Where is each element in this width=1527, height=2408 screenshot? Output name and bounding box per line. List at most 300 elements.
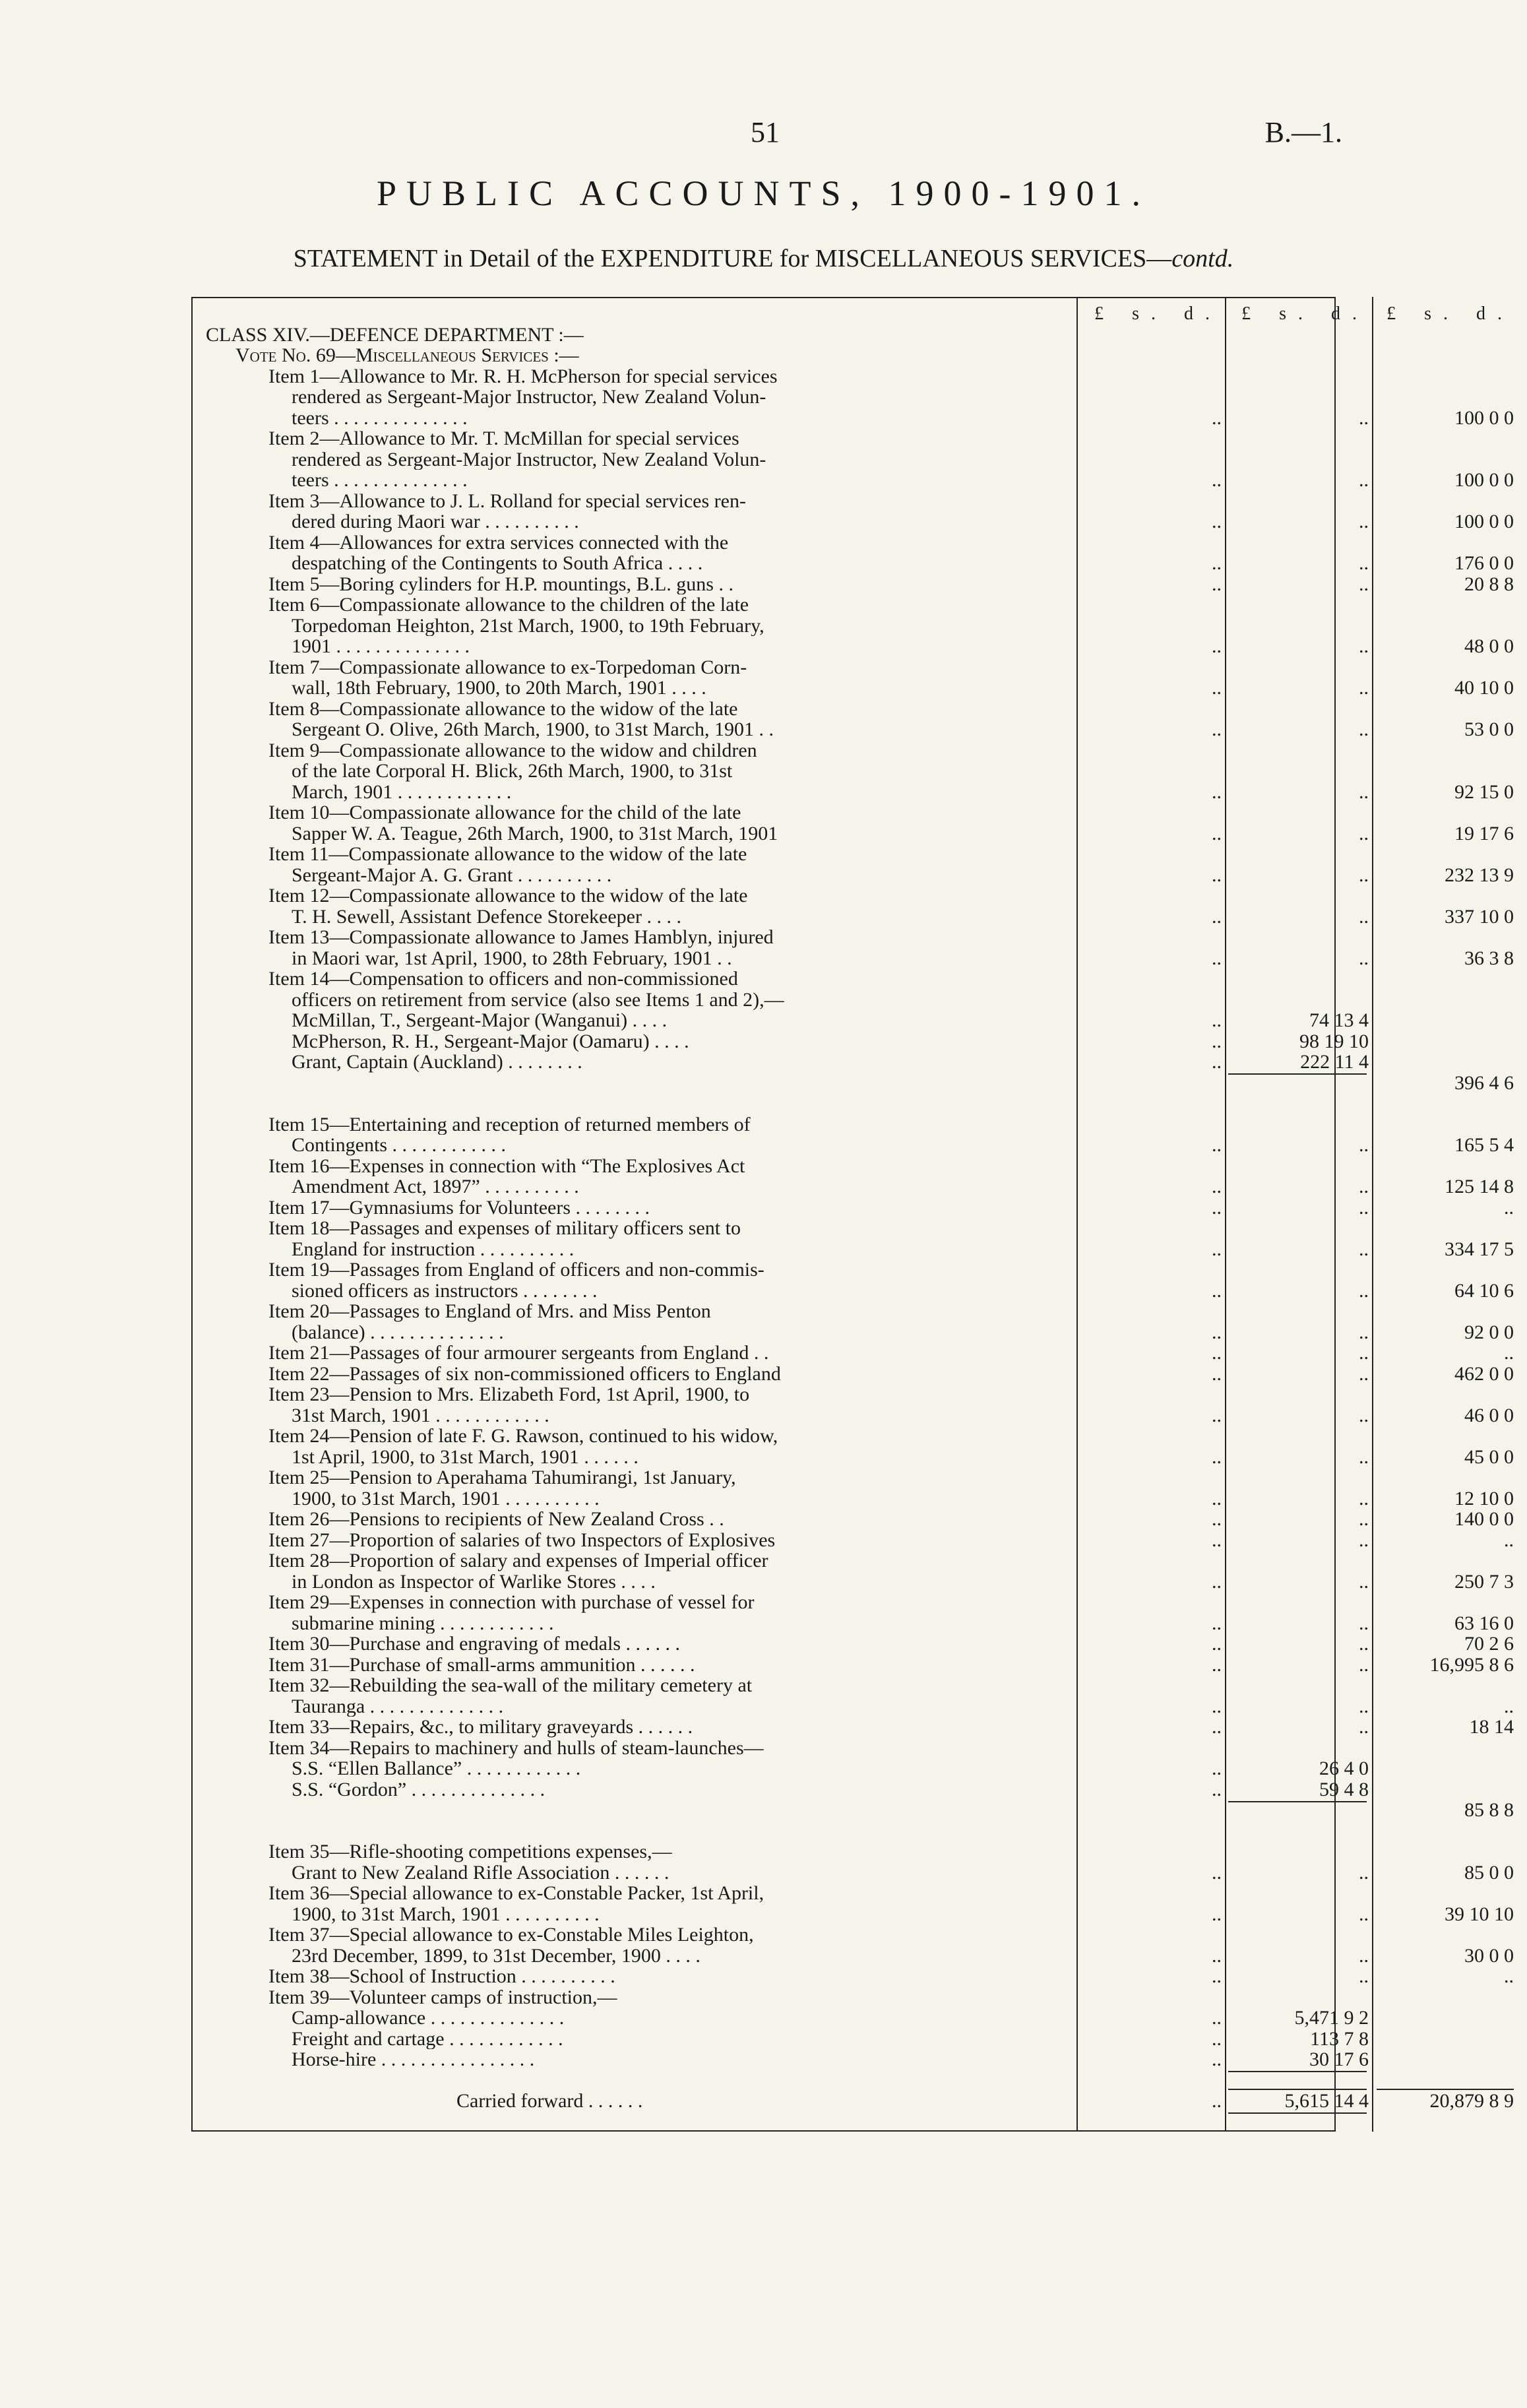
row-amount-c2: .. <box>1359 1944 1369 1967</box>
row-amount-c2: .. <box>1359 1321 1369 1343</box>
row-description: Item 11—Compassionate allowance to the widow of the late <box>268 844 747 865</box>
table-row <box>191 1279 1514 1302</box>
row-description: Item 3—Allowance to J. L. Rolland for special services ren- <box>268 490 746 511</box>
row-description: CLASS XIV.—DEFENCE DEPARTMENT :— <box>206 324 584 345</box>
row-amount-c1: .. <box>1212 822 1222 844</box>
row-amount-c2: .. <box>1359 1238 1369 1260</box>
row-description: Contingents . . . . . . . . . . . . <box>292 1135 507 1156</box>
table-row <box>191 1114 1336 1135</box>
document-subtitle <box>0 244 1527 273</box>
row-description: Item 16—Expenses in connection with “The Explosives Act <box>268 1155 745 1176</box>
row-amount-c3: 40 10 0 <box>1454 677 1514 699</box>
table-row <box>191 635 1514 657</box>
table-row <box>191 657 1336 678</box>
row-description: (balance) . . . . . . . . . . . . . . <box>292 1321 504 1343</box>
row-amount-c3: 20,879 8 9 <box>1429 2090 1514 2112</box>
row-description: England for instruction . . . . . . . . . . <box>292 1238 575 1259</box>
row-amount-c1: .. <box>1212 635 1222 657</box>
row-description: Vote No. 69—Miscellaneous Services :— <box>235 345 579 366</box>
row-amount-c1: .. <box>1212 469 1222 491</box>
subtitle-text: STATEMENT in Detail of the EXPENDITURE for MISCELLANEOUS SERVICES— <box>293 245 1172 272</box>
row-description: Item 8—Compassionate allowance to the widow of the late <box>268 698 738 719</box>
row-amount-c2: .. <box>1359 1445 1369 1468</box>
total-rule-top <box>1228 2089 1367 2090</box>
table-row <box>191 573 1514 595</box>
total-rule-top <box>1377 2089 1514 2090</box>
table-row <box>191 1301 1336 1322</box>
row-amount-c3: 396 4 6 <box>1454 1071 1514 1094</box>
table-row <box>191 345 1336 366</box>
table-row <box>191 511 1514 532</box>
row-description: S.S. “Gordon” . . . . . . . . . . . . . . <box>292 1779 545 1800</box>
table-row <box>191 1738 1336 1759</box>
row-amount-c3: 20 8 8 <box>1464 573 1514 595</box>
table-row <box>191 780 1514 803</box>
row-description: Item 29—Expenses in connection with purchase of vessel for <box>268 1592 755 1613</box>
row-amount-c1: .. <box>1212 1653 1222 1676</box>
row-amount-c2: .. <box>1359 864 1369 886</box>
table-row <box>191 1633 1514 1655</box>
row-description: in London as Inspector of Warlike Stores . . . . <box>292 1571 656 1592</box>
table-row <box>191 1093 1336 1114</box>
row-description: 1900, to 31st March, 1901 . . . . . . . . . . <box>292 1903 600 1924</box>
row-amount-c3: 12 10 0 <box>1454 1487 1514 1509</box>
table-row <box>191 1508 1514 1530</box>
row-description: Sapper W. A. Teague, 26th March, 1900, to 31st March, 1901 <box>292 823 778 844</box>
table-body <box>191 303 1514 2112</box>
row-description: Item 9—Compassionate allowance to the widow and children <box>268 740 757 761</box>
row-amount-c1: .. <box>1212 1529 1222 1551</box>
row-amount-c2: .. <box>1359 1176 1369 1197</box>
table-row <box>191 1404 1514 1426</box>
table-row <box>191 1944 1514 1967</box>
row-amount-c2: .. <box>1359 635 1369 657</box>
page-code: B.—1. <box>1264 116 1342 148</box>
row-amount-c3: 334 17 5 <box>1445 1238 1514 1260</box>
row-description: Item 31—Purchase of small-arms ammunition . . . . . . <box>268 1654 695 1675</box>
row-description: Item 25—Pension to Aperahama Tahumirangi, 1st January, <box>268 1467 736 1488</box>
row-amount-c2: .. <box>1359 406 1369 429</box>
row-amount-c1: .. <box>1212 1695 1222 1717</box>
row-amount-c3: 63 16 0 <box>1454 1612 1514 1634</box>
row-amount-c3: 48 0 0 <box>1464 635 1514 657</box>
row-amount-c3: 85 0 0 <box>1464 1861 1514 1884</box>
row-description: wall, 18th February, 1900, to 20th March, 1901 . . . . <box>292 678 706 699</box>
row-amount-c3: .. <box>1504 1196 1514 1219</box>
row-amount-c2: 222 11 4 <box>1300 1051 1369 1073</box>
table-row <box>191 532 1336 554</box>
table-row <box>191 1196 1514 1219</box>
row-amount-c1: .. <box>1212 1758 1222 1779</box>
row-amount-c2: .. <box>1359 469 1369 491</box>
table-row <box>191 1592 1336 1613</box>
row-description: Item 4—Allowances for extra services connected with the <box>268 532 729 553</box>
table-row <box>191 1176 1514 1197</box>
row-description: Item 13—Compassionate allowance to James Hamblyn, injured <box>268 927 774 948</box>
row-description: Item 21—Passages of four armourer sergeants from England . . <box>268 1343 769 1364</box>
row-description: McPherson, R. H., Sergeant-Major (Oamaru) . . . . <box>292 1030 689 1052</box>
subtotal-rule <box>1228 2112 1367 2114</box>
row-amount-c2: .. <box>1359 1362 1369 1385</box>
table-row <box>191 1924 1336 1946</box>
row-amount-c2: .. <box>1359 1279 1369 1302</box>
table-row <box>191 885 1336 906</box>
table-row <box>191 1861 1514 1884</box>
row-amount-c2: .. <box>1359 511 1369 532</box>
row-description: Tauranga . . . . . . . . . . . . . . <box>292 1695 504 1717</box>
table-row <box>191 1675 1336 1696</box>
row-amount-c3: 337 10 0 <box>1445 905 1514 928</box>
table-row <box>191 1218 1336 1239</box>
row-description: rendered as Sergeant-Major Instructor, New Zealand Volun- <box>292 387 766 408</box>
row-amount-c1: .. <box>1212 1321 1222 1343</box>
table-row <box>191 718 1514 740</box>
row-description: Item 20—Passages to England of Mrs. and Miss Penton <box>268 1301 711 1322</box>
row-description: Item 17—Gymnasiums for Volunteers . . . . . . . . <box>268 1197 650 1218</box>
row-description: Item 12—Compassionate allowance to the widow of the late <box>268 885 748 906</box>
row-description: Camp-allowance . . . . . . . . . . . . . . <box>292 2008 565 2029</box>
table-row <box>191 1716 1514 1738</box>
row-amount-c3: 140 0 0 <box>1454 1508 1514 1530</box>
row-amount-c1: .. <box>1212 1903 1222 1925</box>
table-row <box>191 864 1514 886</box>
table-row <box>191 1529 1514 1551</box>
row-amount-c2: .. <box>1359 1716 1369 1738</box>
row-amount-c1: .. <box>1212 1279 1222 1302</box>
row-description: Item 30—Purchase and engraving of medals . . . . . . <box>268 1633 681 1655</box>
row-amount-c1: .. <box>1212 1944 1222 1967</box>
table-row <box>191 1883 1336 1904</box>
row-description: Carried forward . . . . . . <box>456 2091 643 2112</box>
row-amount-c2: 30 17 6 <box>1309 2048 1369 2070</box>
row-amount-c2: 74 13 4 <box>1309 1009 1369 1031</box>
row-amount-c2: .. <box>1359 1965 1369 1987</box>
row-amount-c2: .. <box>1359 1612 1369 1634</box>
row-amount-c1: .. <box>1212 1965 1222 1987</box>
table-row <box>191 1841 1336 1862</box>
row-description: in Maori war, 1st April, 1900, to 28th February, 1901 . . <box>292 947 732 968</box>
row-description: submarine mining . . . . . . . . . . . . <box>292 1612 554 1633</box>
row-description: Item 39—Volunteer camps of instruction,— <box>268 1986 617 2008</box>
row-description: Amendment Act, 1897” . . . . . . . . . . <box>292 1176 579 1197</box>
row-amount-c1: .. <box>1212 1051 1222 1073</box>
row-amount-c3: 45 0 0 <box>1464 1445 1514 1468</box>
row-amount-c1: .. <box>1212 1445 1222 1468</box>
row-description: Item 22—Passages of six non-commissioned officers to England <box>268 1363 781 1384</box>
row-amount-c2: .. <box>1359 1861 1369 1884</box>
row-description: Item 26—Pensions to recipients of New Zealand Cross . . <box>268 1509 724 1530</box>
row-description: Item 15—Entertaining and reception of returned members of <box>268 1114 751 1135</box>
row-description: 1901 . . . . . . . . . . . . . . <box>292 636 470 657</box>
row-description: Item 24—Pension of late F. G. Rawson, continued to his widow, <box>268 1426 778 1447</box>
row-amount-c2: .. <box>1359 780 1369 803</box>
table-row <box>191 1384 1336 1405</box>
row-amount-c2: 5,471 9 2 <box>1294 2007 1369 2029</box>
row-amount-c1: .. <box>1212 1716 1222 1738</box>
row-amount-c2: .. <box>1359 1134 1369 1156</box>
table-row <box>191 428 1336 449</box>
row-description: teers . . . . . . . . . . . . . . <box>292 407 468 428</box>
row-amount-c1: .. <box>1212 1176 1222 1197</box>
table-row <box>191 1821 1336 1842</box>
row-description: dered during Maori war . . . . . . . . . . <box>292 511 579 532</box>
row-amount-c1: .. <box>1212 1404 1222 1426</box>
table-row <box>191 2048 1369 2070</box>
row-amount-c2: .. <box>1359 1342 1369 1364</box>
row-amount-c1: .. <box>1212 1030 1222 1052</box>
table-row <box>191 761 1336 782</box>
table-row <box>191 2070 1336 2091</box>
row-amount-c3: 165 5 4 <box>1454 1134 1514 1156</box>
row-amount-c1: .. <box>1212 947 1222 969</box>
row-description: officers on retirement from service (also see Items 1 and 2),— <box>292 989 784 1010</box>
row-description: Item 23—Pension to Mrs. Elizabeth Ford, 1st April, 1900, to <box>268 1384 750 1405</box>
row-description: Item 33—Repairs, &c., to military graveyards . . . . . . <box>268 1717 693 1738</box>
row-description: Item 18—Passages and expenses of military officers sent to <box>268 1218 741 1239</box>
table-row <box>191 1778 1369 1800</box>
table-row <box>191 1653 1514 1676</box>
table-row <box>191 905 1514 928</box>
row-amount-c2: .. <box>1359 677 1369 699</box>
row-amount-c3: 64 10 6 <box>1454 1279 1514 1302</box>
table-row <box>191 325 1336 346</box>
column-header-row <box>191 303 1514 325</box>
table-row <box>191 1799 1514 1821</box>
page-number: 51 <box>751 116 780 148</box>
table-row <box>191 1259 1336 1281</box>
row-amount-c3: 232 13 9 <box>1445 864 1514 886</box>
row-amount-c1: .. <box>1212 573 1222 595</box>
table-row <box>191 802 1336 823</box>
row-amount-c3: 100 0 0 <box>1454 469 1514 491</box>
row-amount-c3: 53 0 0 <box>1464 718 1514 740</box>
table-row <box>191 822 1514 844</box>
table-row <box>191 1965 1514 1987</box>
row-amount-c3: 176 0 0 <box>1454 552 1514 574</box>
row-amount-c3: 46 0 0 <box>1464 1404 1514 1426</box>
row-amount-c1: .. <box>1212 1196 1222 1219</box>
row-amount-c3: 70 2 6 <box>1464 1633 1514 1655</box>
table-row <box>191 1758 1369 1779</box>
table-row <box>191 947 1514 969</box>
row-amount-c2: .. <box>1359 552 1369 574</box>
row-description: Grant to New Zealand Rifle Association . . . . . . <box>292 1862 670 1883</box>
row-description: Freight and cartage . . . . . . . . . . . . <box>292 2028 563 2049</box>
row-amount-c1: .. <box>1212 1009 1222 1031</box>
row-amount-c2: 5,615 14 4 <box>1284 2090 1369 2112</box>
row-description: Item 27—Proportion of salaries of two Inspectors of Explosives <box>268 1529 776 1550</box>
row-amount-c3: 100 0 0 <box>1454 511 1514 532</box>
row-amount-c3: 125 14 8 <box>1445 1176 1514 1197</box>
row-amount-c1: .. <box>1212 677 1222 699</box>
row-amount-c1: .. <box>1212 1633 1222 1655</box>
table-row <box>191 1238 1514 1260</box>
table-row <box>191 1009 1369 1031</box>
table-row <box>191 1342 1514 1364</box>
table-row <box>191 2027 1369 2050</box>
row-amount-c2: .. <box>1359 1196 1369 1219</box>
table-row <box>191 1445 1514 1468</box>
row-description: Item 5—Boring cylinders for H.P. mountings, B.L. guns . . <box>268 573 733 594</box>
table-row <box>191 699 1336 720</box>
row-amount-c2: 26 4 0 <box>1319 1758 1369 1779</box>
row-amount-c1: .. <box>1212 1508 1222 1530</box>
row-amount-c2: .. <box>1359 1529 1369 1551</box>
table-row <box>191 968 1336 990</box>
row-amount-c3: 30 0 0 <box>1464 1944 1514 1967</box>
row-amount-c1: .. <box>1212 1134 1222 1156</box>
table-row <box>191 491 1336 512</box>
row-amount-c3: 100 0 0 <box>1454 406 1514 429</box>
row-amount-c2: 98 19 10 <box>1299 1030 1369 1052</box>
row-amount-c1: .. <box>1212 1238 1222 1260</box>
row-description: S.S. “Ellen Ballance” . . . . . . . . . . . . <box>292 1758 581 1779</box>
table-row <box>191 449 1336 470</box>
row-description: 1st April, 1900, to 31st March, 1901 . . . . . . <box>292 1446 639 1467</box>
table-row <box>191 406 1514 429</box>
table-row <box>191 1156 1336 1177</box>
row-amount-c1: .. <box>1212 905 1222 928</box>
row-amount-c2: .. <box>1359 822 1369 844</box>
row-description: Horse-hire . . . . . . . . . . . . . . . . <box>292 2049 535 2070</box>
row-amount-c1: .. <box>1212 1342 1222 1364</box>
table-row <box>191 1987 1336 2008</box>
row-description: Item 1—Allowance to Mr. R. H. McPherson for special services <box>268 365 778 387</box>
table-row <box>191 2007 1369 2029</box>
row-amount-c1: .. <box>1212 2027 1222 2050</box>
row-amount-c3: 39 10 10 <box>1445 1903 1514 1925</box>
row-description: Item 38—School of Instruction . . . . . . . . . . <box>268 1966 615 1987</box>
row-amount-c2: .. <box>1359 1508 1369 1530</box>
table-row <box>191 1487 1514 1509</box>
row-amount-c3: 250 7 3 <box>1454 1570 1514 1593</box>
table-row <box>191 387 1336 408</box>
row-description: McMillan, T., Sergeant-Major (Wanganui) . . . . <box>292 1010 668 1031</box>
table-row <box>191 677 1514 699</box>
row-amount-c1: .. <box>1212 406 1222 429</box>
column-header-2: £ s. d. <box>1241 303 1369 324</box>
row-amount-c3: .. <box>1504 1965 1514 1987</box>
row-description: Item 10—Compassionate allowance for the child of the late <box>268 802 741 823</box>
row-description: Item 14—Compensation to officers and non-commissioned <box>268 968 738 990</box>
row-amount-c1: .. <box>1212 552 1222 574</box>
table-row <box>191 844 1336 865</box>
document-title: PUBLIC ACCOUNTS, 1900-1901. <box>376 174 1151 213</box>
row-amount-c3: 19 17 6 <box>1454 822 1514 844</box>
row-amount-c1: .. <box>1212 2007 1222 2029</box>
table-row <box>191 1134 1514 1156</box>
row-amount-c2: .. <box>1359 1487 1369 1509</box>
table-row <box>191 740 1336 761</box>
row-amount-c2: .. <box>1359 1653 1369 1676</box>
table-row <box>191 927 1336 948</box>
subtitle-contd: contd. <box>1171 245 1234 272</box>
row-description: Item 7—Compassionate allowance to ex-Torpedoman Corn- <box>268 656 747 678</box>
row-amount-c3: 462 0 0 <box>1454 1362 1514 1385</box>
row-amount-c1: .. <box>1212 1778 1222 1800</box>
row-description: Item 37—Special allowance to ex-Constable Miles Leighton, <box>268 1924 754 1946</box>
row-amount-c1: .. <box>1212 2090 1222 2112</box>
row-description: rendered as Sergeant-Major Instructor, New Zealand Volun- <box>292 449 766 470</box>
row-description: teers . . . . . . . . . . . . . . <box>292 470 468 491</box>
row-description: of the late Corporal H. Blick, 26th March, 1900, to 31st <box>292 761 733 782</box>
row-amount-c1: .. <box>1212 1487 1222 1509</box>
row-description: sioned officers as instructors . . . . . . . . <box>292 1280 598 1301</box>
row-description: Item 28—Proportion of salary and expenses of Imperial officer <box>268 1550 768 1571</box>
row-description: Torpedoman Heighton, 21st March, 1900, to 19th February, <box>292 615 764 636</box>
row-description: Item 36—Special allowance to ex-Constable Packer, 1st April, <box>268 1883 764 1904</box>
table-row <box>191 1695 1514 1717</box>
row-amount-c1: .. <box>1212 718 1222 740</box>
row-amount-c2: .. <box>1359 1404 1369 1426</box>
row-amount-c1: .. <box>1212 2048 1222 2070</box>
table-row <box>191 366 1336 387</box>
row-description: 31st March, 1901 . . . . . . . . . . . . <box>292 1405 549 1426</box>
row-amount-c3: 85 8 8 <box>1464 1799 1514 1821</box>
row-amount-c3: .. <box>1504 1342 1514 1364</box>
row-amount-c1: .. <box>1212 511 1222 532</box>
table-row <box>191 1321 1514 1343</box>
row-description: Sergeant-Major A. G. Grant . . . . . . . . . . <box>292 864 612 885</box>
row-amount-c1: .. <box>1212 864 1222 886</box>
table-row <box>191 2090 1514 2112</box>
row-description: 23rd December, 1899, to 31st December, 1900 . . . . <box>292 1945 701 1966</box>
column-header-1: £ s. d. <box>1094 303 1222 324</box>
row-amount-c2: .. <box>1359 1633 1369 1655</box>
row-description: Item 32—Rebuilding the sea-wall of the military cemetery at <box>268 1675 753 1696</box>
table-row <box>191 469 1514 491</box>
row-amount-c3: 92 15 0 <box>1454 780 1514 803</box>
row-amount-c3: .. <box>1504 1529 1514 1551</box>
row-amount-c1: .. <box>1212 1570 1222 1593</box>
table-row <box>191 552 1514 574</box>
row-description: Sergeant O. Olive, 26th March, 1900, to 31st March, 1901 . . <box>292 719 774 740</box>
column-header-3: £ s. d. <box>1387 303 1514 324</box>
row-amount-c2: .. <box>1359 1695 1369 1717</box>
table-row <box>191 1426 1336 1447</box>
row-amount-c3: 16,995 8 6 <box>1429 1653 1514 1676</box>
row-amount-c3: 18 14 <box>1469 1716 1514 1738</box>
row-description: Grant, Captain (Auckland) . . . . . . . . <box>292 1052 582 1073</box>
row-amount-c2: .. <box>1359 573 1369 595</box>
table-row <box>191 1570 1514 1593</box>
row-amount-c1: .. <box>1212 1362 1222 1385</box>
row-description: Item 34—Repairs to machinery and hulls of steam-launches— <box>268 1737 764 1758</box>
table-row <box>191 1467 1336 1488</box>
row-description: despatching of the Contingents to South Africa . . . . <box>292 553 703 574</box>
row-description: March, 1901 . . . . . . . . . . . . <box>292 781 512 802</box>
row-amount-c2: .. <box>1359 947 1369 969</box>
row-amount-c3: 36 3 8 <box>1464 947 1514 969</box>
table-row <box>191 990 1336 1011</box>
row-amount-c2: 59 4 8 <box>1319 1778 1369 1800</box>
table-row <box>191 1071 1514 1094</box>
table-row <box>191 1612 1514 1634</box>
row-description: T. H. Sewell, Assistant Defence Storekeeper . . . . <box>292 906 681 927</box>
row-amount-c1: .. <box>1212 1612 1222 1634</box>
row-description: Item 19—Passages from England of officers and non-commis- <box>268 1259 764 1281</box>
row-amount-c1: .. <box>1212 1861 1222 1884</box>
table-row <box>191 1903 1514 1925</box>
row-description: Item 2—Allowance to Mr. T. McMillan for special services <box>268 428 739 449</box>
row-description: Item 35—Rifle-shooting competitions expenses,— <box>268 1841 672 1862</box>
row-amount-c2: .. <box>1359 718 1369 740</box>
table-row <box>191 1051 1369 1073</box>
table-row <box>191 594 1336 616</box>
table-row <box>191 616 1336 637</box>
row-description: 1900, to 31st March, 1901 . . . . . . . . . . <box>292 1488 600 1509</box>
row-amount-c3: 92 0 0 <box>1464 1321 1514 1343</box>
